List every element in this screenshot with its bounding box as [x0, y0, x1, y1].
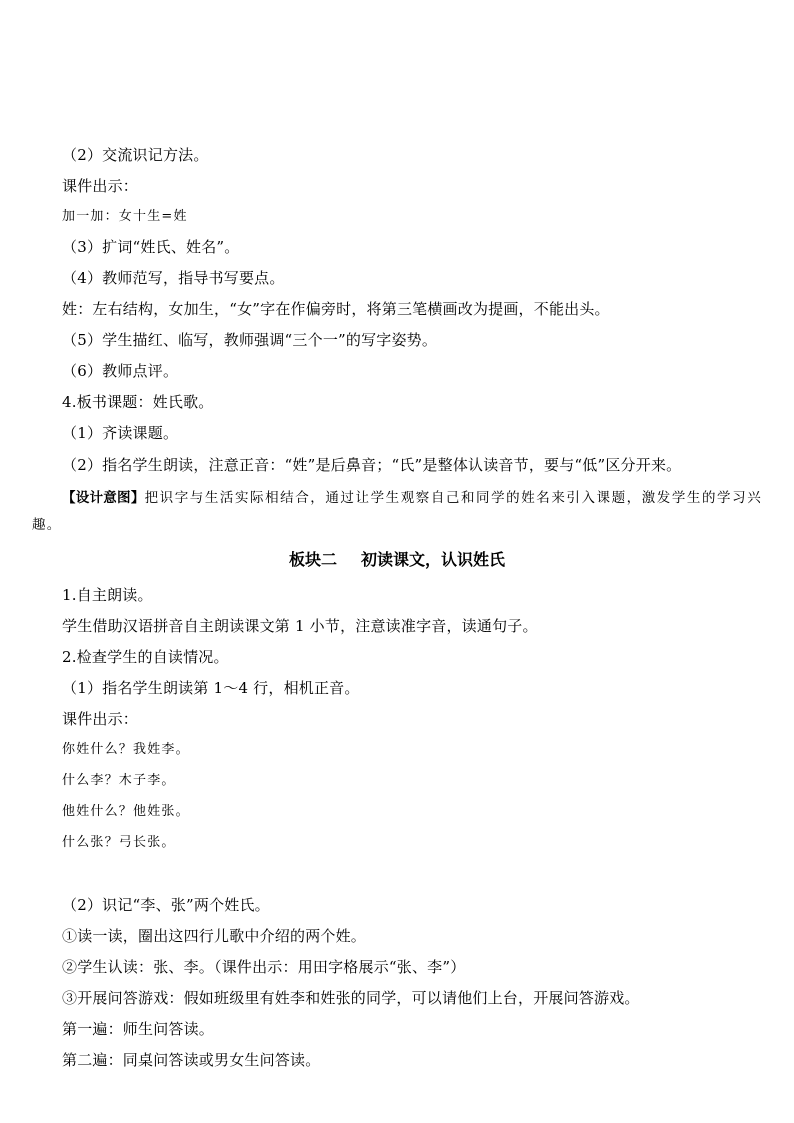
step-self-reading: 1.自主朗读。	[62, 586, 153, 604]
round-two: 第二遍：同桌问答读或男女生问答读。	[62, 1051, 321, 1069]
step-named-reading: （1）指名学生朗读第 1～4 行，相机正音。	[62, 679, 360, 697]
step-teacher-demo: （4）教师范写，指导书写要点。	[62, 269, 285, 287]
poem-line: 什么李？木子李。	[62, 773, 176, 788]
step-teacher-comment: （6）教师点评。	[62, 362, 179, 380]
activity-qa-game: ③开展问答游戏：假如班级里有姓李和姓张的同学，可以请他们上台，开展问答游戏。	[62, 989, 640, 1007]
step-student-tracing: （5）学生描红、临写，教师强调“三个一”的写字姿势。	[62, 331, 438, 349]
step-pronunciation: （2）指名学生朗读，注意正音：“姓”是后鼻音；“氏”是整体认读音节，要与“低”区分开来。	[62, 456, 682, 474]
section-two-title	[0, 549, 794, 571]
section-two-label: 板块二	[288, 550, 337, 569]
step-expand-words: （3）扩词“姓氏、姓名”。	[62, 238, 240, 256]
character-formula: 加一加：女十生=姓	[62, 209, 188, 224]
self-reading-instruction: 学生借助汉语拼音自主朗读课文第 1 小节，注意读准字音，读通句子。	[62, 617, 538, 635]
activity-circle-surnames: ①读一读，圈出这四行儿歌中介绍的两个姓。	[62, 927, 367, 945]
courseware-label-2: 课件出示：	[62, 710, 139, 728]
poem-line: 他姓什么？他姓张。	[62, 804, 190, 819]
design-intent-tag: 【设计意图】	[62, 490, 145, 506]
design-intent-paragraph	[32, 485, 762, 539]
step-exchange-methods: （2）交流识记方法。	[62, 146, 209, 164]
step-check-reading: 2.检查学生的自读情况。	[62, 648, 229, 666]
activity-recognize: ②学生认读：张、李。（课件出示：用田字格展示“张、李”）	[62, 958, 466, 976]
poem-line: 你姓什么？我姓李。	[62, 742, 190, 757]
step-recognize-surnames: （2）识记“李、张”两个姓氏。	[62, 896, 270, 914]
step-read-title: （1）齐读课题。	[62, 424, 179, 442]
writing-points: 姓：左右结构，女加生，“女”字在作偏旁时，将第三笔横画改为提画，不能出头。	[62, 300, 610, 318]
round-one: 第一遍：师生问答读。	[62, 1020, 215, 1038]
courseware-label: 课件出示：	[62, 177, 139, 195]
design-intent-text: 把识字与生活实际相结合，通过让学生观察自己和同学的姓名来引入课题，激发学生的学习兴趣。	[32, 490, 762, 533]
poem-line: 什么张？弓长张。	[62, 835, 176, 850]
section-two-heading: 初读课文，认识姓氏	[361, 550, 506, 569]
board-title-step: 4.板书课题：姓氏歌。	[62, 393, 214, 411]
